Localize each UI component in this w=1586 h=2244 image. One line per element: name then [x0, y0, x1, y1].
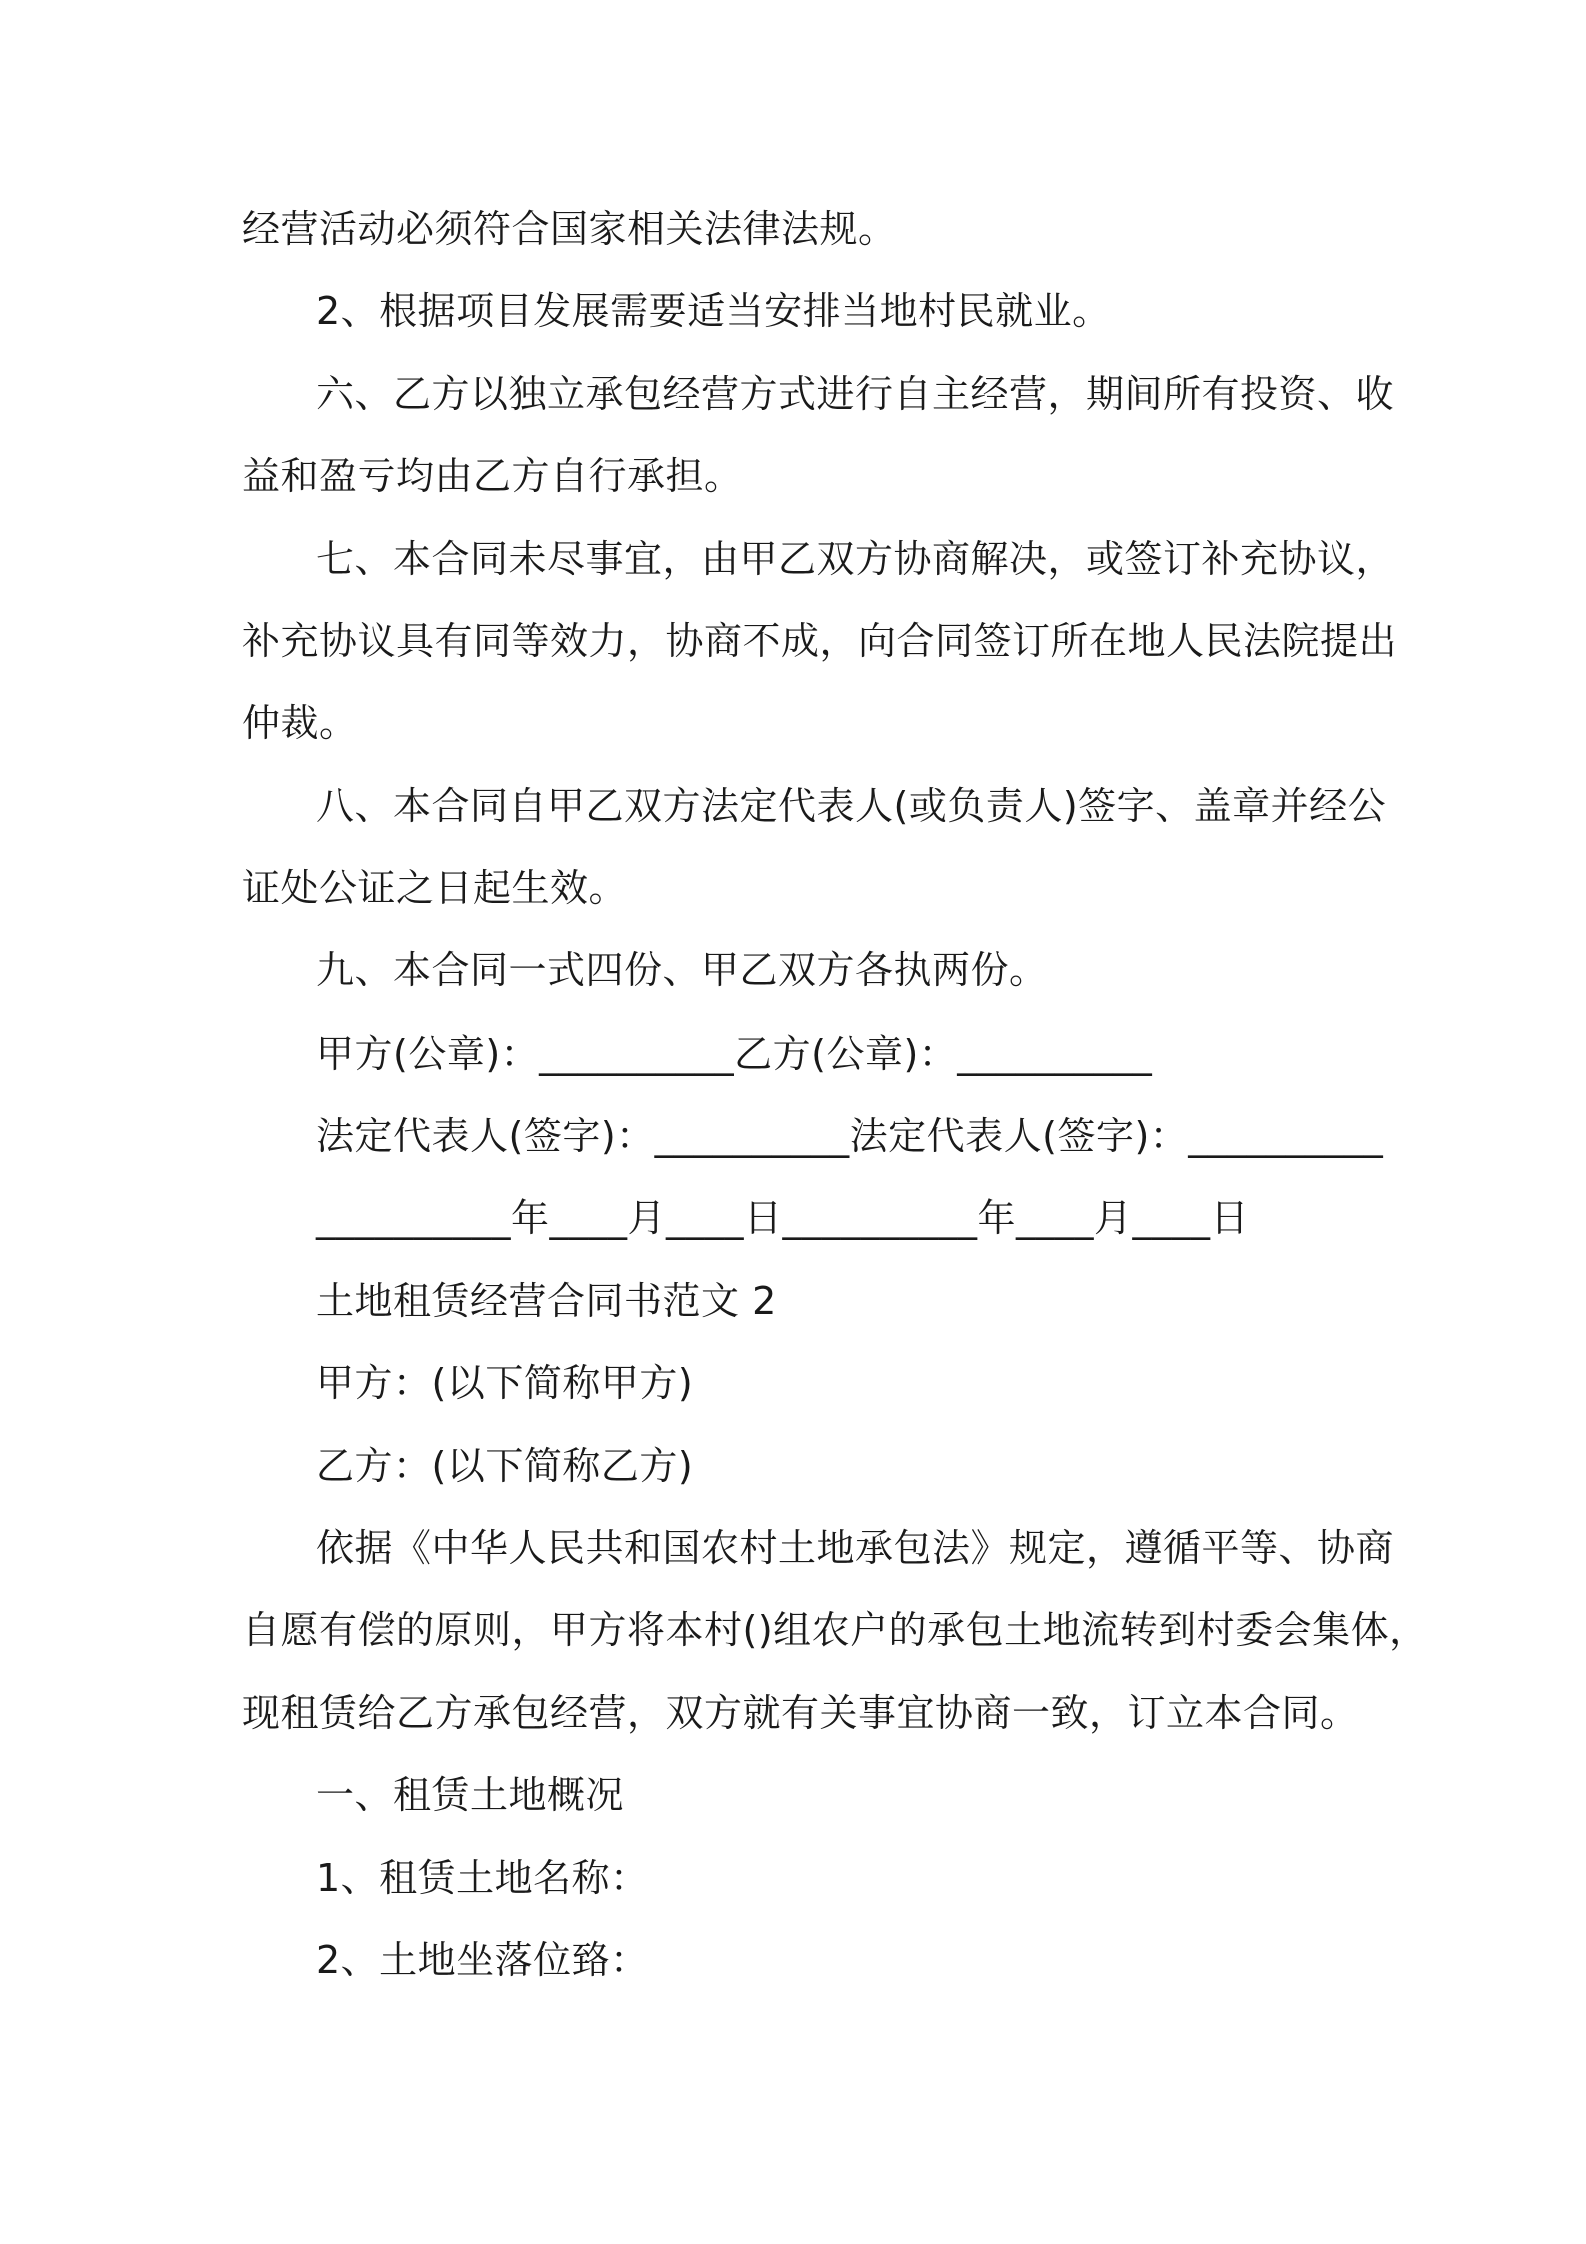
text-line: 六、乙方以独立承包经营方式进行自主经营，期间所有投资、收 — [316, 372, 1395, 416]
text-line: 补充协议具有同等效力，协商不成，向合同签订所在地人民法院提出 — [242, 619, 1398, 663]
signature-line-representative: 法定代表人(签字)：__________法定代表人(签字)：__________ — [316, 1114, 1384, 1158]
text-line: 现租赁给乙方承包经营，双方就有关事宜协商一致，订立本合同。 — [242, 1691, 1359, 1735]
text-line: 经营活动必须符合国家相关法律法规。 — [242, 207, 897, 251]
text-line: 九、本合同一式四份、甲乙双方各执两份。 — [316, 948, 1048, 992]
text-line: 2、土地坐落位臵： — [316, 1938, 649, 1982]
text-line: 八、本合同自甲乙双方法定代表人(或负责人)签字、盖章并经公 — [316, 784, 1387, 828]
text-line: 乙方：(以下简称乙方) — [316, 1444, 694, 1488]
text-line: 一、租赁土地概况 — [316, 1773, 625, 1817]
text-line: 自愿有偿的原则，甲方将本村()组农户的承包土地流转到村委会集体， — [242, 1608, 1428, 1652]
text-line: 2、根据项目发展需要适当安排当地村民就业。 — [316, 289, 1111, 333]
text-line: 七、本合同未尽事宜，由甲乙双方协商解决，或签订补充协议， — [316, 537, 1395, 581]
signature-line-date: __________年____月____日__________年____月____日 — [316, 1196, 1250, 1240]
text-line: 益和盈亏均由乙方自行承担。 — [242, 454, 743, 498]
section-title: 土地租赁经营合同书范文 2 — [316, 1279, 777, 1323]
text-line: 甲方：(以下简称甲方) — [316, 1361, 694, 1405]
text-line: 证处公证之日起生效。 — [242, 866, 628, 910]
text-line: 仲裁。 — [242, 701, 358, 745]
text-line: 1、租赁土地名称： — [316, 1856, 649, 1900]
text-line: 依据《中华人民共和国农村土地承包法》规定，遵循平等、协商 — [316, 1526, 1395, 1570]
signature-line-seal: 甲方(公章)：__________乙方(公章)：__________ — [316, 1032, 1153, 1076]
